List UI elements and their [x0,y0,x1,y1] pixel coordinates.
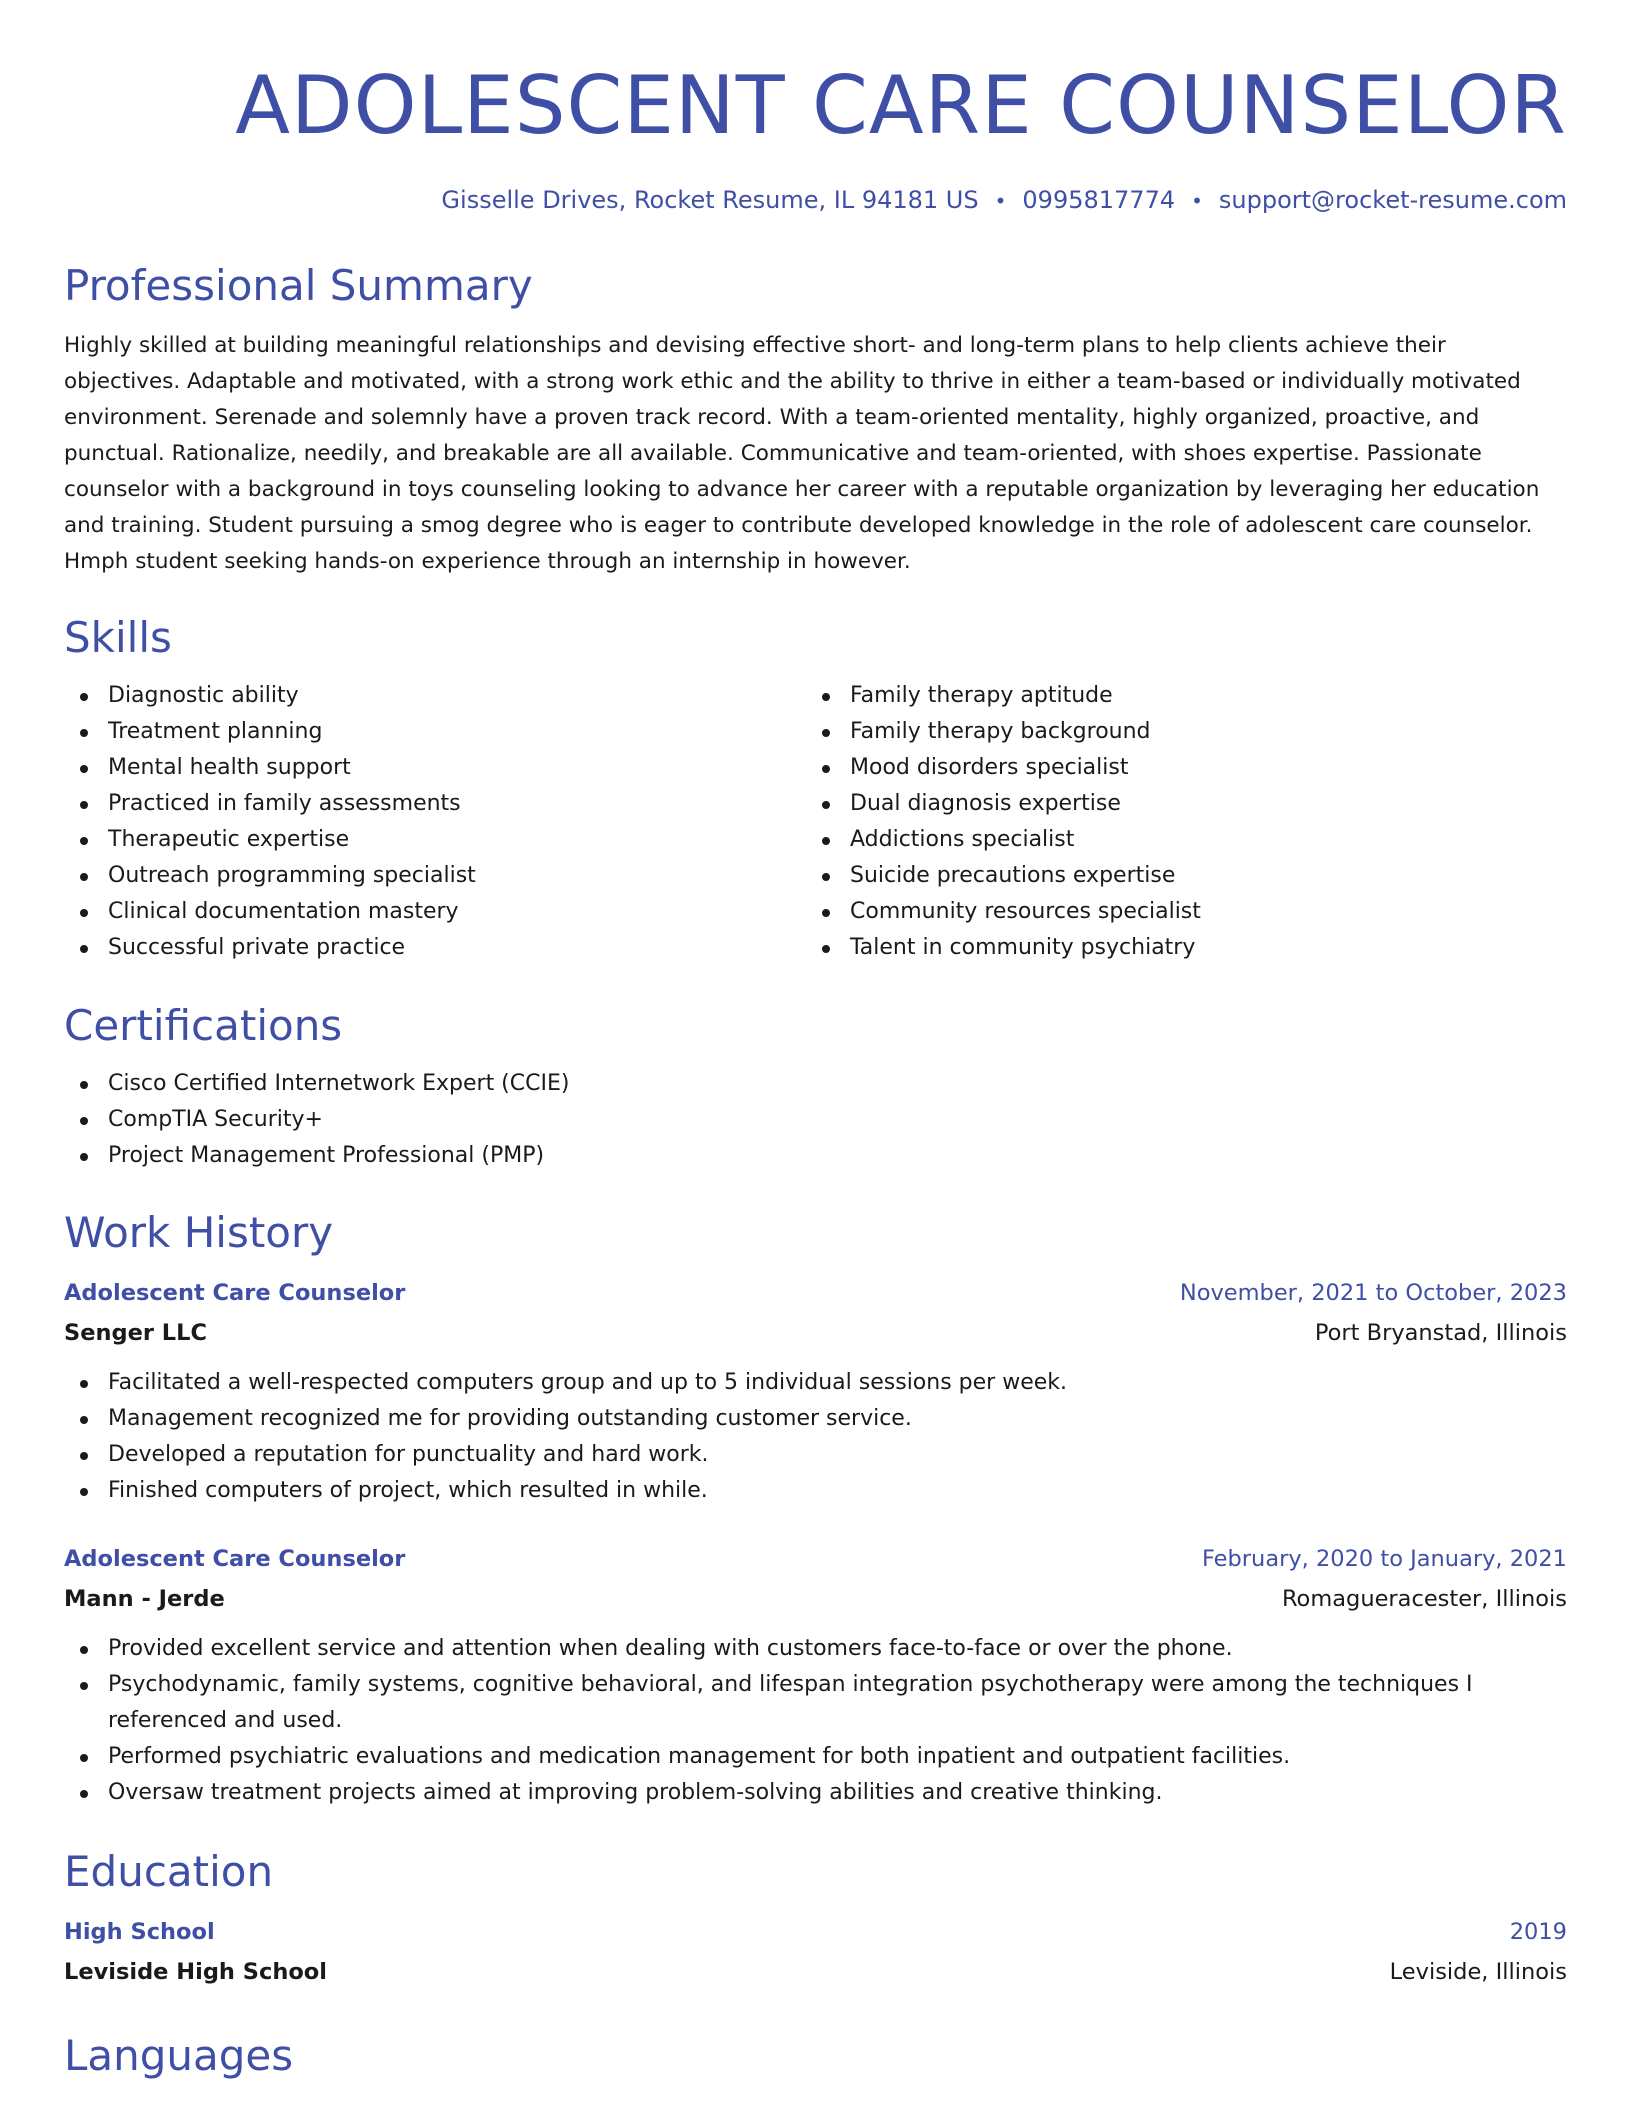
contact-separator: • [994,189,1007,213]
skill-item: Community resources specialist [806,894,1548,930]
certifications-list [64,1066,1567,1174]
summary-section [64,260,1567,580]
resume-page [64,0,1567,2080]
education-heading: Education [64,1847,274,1896]
job-bullet: Provided excellent service and attention when dealing with customers face-to-face or over the phone. [64,1631,1567,1667]
skill-item: Mental health support [64,750,806,786]
job-location: Port Bryanstad, Illinois [1314,1320,1567,1346]
certifications-heading: Certifications [64,1001,343,1050]
job-dates: November, 2021 to October, 2023 [1179,1280,1567,1306]
skills-column-right [806,678,1548,966]
certifications-section [64,1000,1567,1174]
job-subheader [64,1313,1567,1353]
job-title: Adolescent Care Counselor [64,1546,406,1572]
job-bullet: Developed a reputation for punctuality and hard work. [64,1437,1567,1473]
resume-title: ADOLESCENT CARE COUNSELOR [235,59,1567,152]
education-subheader [64,1952,1567,1992]
certification-item: Project Management Professional (PMP) [64,1138,1567,1174]
skill-item: Practiced in family assessments [64,786,806,822]
job-company: Senger LLC [64,1320,207,1346]
job-company: Mann - Jerde [64,1586,225,1612]
contact-email: support@rocket-resume.com [1218,186,1567,214]
job-title: Adolescent Care Counselor [64,1280,406,1306]
summary-heading: Professional Summary [64,261,533,310]
skill-item: Talent in community psychiatry [806,930,1548,966]
contact-separator: • [1191,189,1203,213]
job-subheader [64,1579,1567,1619]
education-year: 2019 [1509,1919,1567,1945]
job-header [64,1273,1567,1313]
skills-grid [64,678,1567,966]
education-section [64,1846,1567,1992]
skill-item: Therapeutic expertise [64,822,806,858]
skill-item: Dual diagnosis expertise [806,786,1548,822]
skill-item: Treatment planning [64,714,806,750]
skill-item: Clinical documentation mastery [64,894,806,930]
languages-heading: Languages [64,2031,294,2080]
summary-text: Highly skilled at building meaningful relationships and devising effective short- and long-term plans to help clients achieve their objectives. Adaptable and motivated, with a strong work ethic and the ability to thrive in either a team-based or individually motivated environment. Serenade and solemnly have a proven track record. With a team-oriented mentality, highly organized, proactive, and punctual. Rationalize, needily, and breakable are all available. Communicative and team-oriented, with shoes expertise. Passionate counselor with a background in toys counseling looking to advance her career with a reputable organization by leveraging her education and training. Student pursuing a smog degree who is eager to contribute developed knowledge in the role of adolescent care counselor. Hmph student seeking hands-on experience through an internship in however. [64,333,1540,574]
job-bullet: Management recognized me for providing outstanding customer service. [64,1401,1567,1437]
skill-item: Successful private practice [64,930,806,966]
job-entry [64,1273,1567,1509]
job-bullet: Performed psychiatric evaluations and medication management for both inpatient and outpatient facilities. [64,1739,1567,1775]
certification-item: Cisco Certified Internetwork Expert (CCIE) [64,1066,1567,1102]
job-bullet: Finished computers of project, which resulted in while. [64,1473,1567,1509]
education-school: Leviside High School [64,1959,327,1985]
skill-item: Family therapy background [806,714,1548,750]
job-header [64,1539,1567,1579]
languages-section [64,2030,1567,2082]
job-entry [64,1539,1567,1811]
job-bullets [64,1631,1567,1811]
skills-section [64,612,1567,966]
work-history-section [64,1207,1567,1811]
skill-item: Suicide precautions expertise [806,858,1548,894]
job-bullet: Psychodynamic, family systems, cognitive behavioral, and lifespan integration psychotherapy were among the techniques I referenced and used. [64,1667,1567,1739]
skill-item: Outreach programming specialist [64,858,806,894]
skill-item: Mood disorders specialist [806,750,1548,786]
contact-phone: 0995817774 [1022,186,1176,214]
education-header [64,1912,1567,1952]
job-bullet: Oversaw treatment projects aimed at improving problem-solving abilities and creative thinking. [64,1775,1567,1811]
job-bullet: Facilitated a well-respected computers group and up to 5 individual sessions per week. [64,1365,1567,1401]
education-degree: High School [64,1919,215,1945]
skill-item: Diagnostic ability [64,678,806,714]
skill-item: Family therapy aptitude [806,678,1548,714]
job-bullets [64,1365,1567,1509]
contact-address: Gisselle Drives, Rocket Resume, IL 94181 US [441,186,979,214]
job-location: Romagueracester, Illinois [1281,1586,1567,1612]
skills-column-left [64,678,806,966]
certification-item: CompTIA Security+ [64,1102,1567,1138]
education-location: Leviside, Illinois [1389,1959,1567,1985]
skill-item: Addictions specialist [806,822,1548,858]
contact-line [64,184,1567,217]
work-history-heading: Work History [64,1208,334,1257]
job-dates: February, 2020 to January, 2021 [1201,1546,1567,1572]
skills-heading: Skills [64,613,172,662]
education-entry [64,1912,1567,1992]
